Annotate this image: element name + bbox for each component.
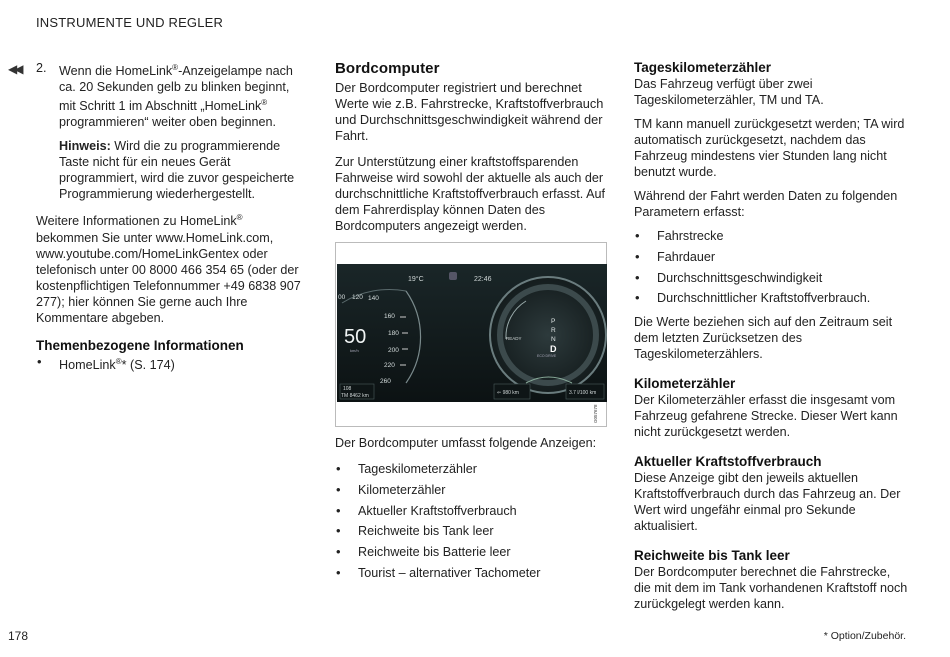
trip-paragraph-3: Während der Fahrt werden Daten zu folgenden Parametern erfasst:: [634, 189, 898, 219]
svg-text:140: 140: [368, 295, 379, 302]
svg-text:180: 180: [388, 330, 399, 337]
svg-text:⇐ 980 km: ⇐ 980 km: [497, 390, 519, 396]
footer-note: * Option/Zubehör.: [823, 630, 906, 642]
step-text: Wenn die HomeLink®-Anzeigelampe nach ca. 20 Sekunden gelb zu blinken beginnt, mit Schritt 1 im Abschnitt „HomeLink® programmieren“ weiter oben beginnen.: [59, 63, 293, 130]
param-list: [634, 228, 908, 306]
svg-text:D: D: [550, 344, 557, 354]
svg-text:TM 8462 km: TM 8462 km: [341, 393, 369, 399]
column-right: [634, 60, 908, 620]
list-item: • Fahrstrecke: [634, 228, 908, 244]
current-consumption-paragraph: Diese Anzeige gibt den jeweils aktuellen Kraftstoffverbrauch durch das Fahrzeug an. Der Wert wird ungefähr einmal pro Sekunde aktualisiert.: [634, 471, 901, 534]
column-middle: [335, 60, 607, 589]
svg-text:00: 00: [338, 294, 346, 301]
list-item: • Aktueller Kraftstoffverbrauch: [335, 503, 607, 519]
related-heading: Themenbezogene Informationen: [36, 337, 244, 353]
heading-current-consumption: Aktueller Kraftstoffverbrauch: [634, 454, 822, 470]
body-paragraph: Zur Unterstützung einer kraftstoffsparenden Fahrweise wird sowohl der aktuelle als auch der durchschnittliche Kraftstoffverbrauch erfasst. Auf dem Fahrerdisplay können Daten des Bordcomputers angezeigt werden.: [335, 155, 605, 233]
trip-paragraph-4: Die Werte beziehen sich auf den Zeitraum seit dem letzten Zurücksetzen des Tageskilometerzählers.: [634, 315, 893, 362]
intro-paragraph: Der Bordcomputer registriert und berechnet Werte wie z.B. Fahrstrecke, Kraftstoffverbrauch und Durchschnittsgeschwindigkeit während der Fahrt.: [335, 80, 604, 143]
instrument-cluster-figure: [335, 242, 607, 427]
page-number: 178: [8, 629, 29, 643]
figure-caption: Der Bordcomputer umfasst folgende Anzeigen:: [335, 436, 597, 450]
section-heading: Bordcomputer: [335, 60, 440, 77]
display-list: [335, 461, 607, 581]
related-link[interactable]: • HomeLink®* (S. 174): [36, 354, 308, 373]
list-item: • Durchschnittlicher Kraftstoffverbrauch.: [634, 290, 908, 306]
info-paragraph: Weitere Informationen zu HomeLink® bekommen Sie unter www.HomeLink.com, www.youtube.com/HomeLinkGentex oder telefonisch unter 00 8000 466 354 65 (oder der kostenpflichtigen Telefonnummer +49 6838 907 277); hier können Sie gerne auch Ihre Kommentare abgeben.: [36, 213, 301, 325]
dashboard-illustration: [336, 243, 608, 428]
list-item: • Durchschnittsgeschwindigkeit: [634, 270, 908, 286]
heading-range: Reichweite bis Tank leer: [634, 548, 790, 564]
step-number: 2.: [36, 61, 47, 75]
svg-text:120: 120: [352, 294, 363, 301]
trip-paragraph-2: TM kann manuell zurückgesetzt werden; TA wird automatisch zurückgesetzt, nachdem das Fahrzeug mindestens vier Stunden lang nicht benutzt wurde.: [634, 117, 905, 179]
svg-text:220: 220: [384, 362, 395, 369]
note: Hinweis: Wird die zu programmierende Taste nicht für ein neues Gerät programmiert, wird die zuvor gespeicherte Programmierung wiederhergestellt.: [59, 139, 295, 202]
double-chevron-left-icon[interactable]: ◀◀: [8, 62, 21, 76]
svg-text:P: P: [551, 318, 556, 325]
step-item: [36, 60, 308, 130]
list-item: • Fahrdauer: [634, 249, 908, 265]
heading-trip-meter: Tageskilometerzähler: [634, 60, 772, 75]
svg-text:108: 108: [343, 386, 352, 392]
svg-text:G057678: G057678: [593, 404, 598, 423]
svg-text:READY: READY: [506, 336, 522, 341]
svg-text:km/h: km/h: [350, 348, 359, 353]
page-header: INSTRUMENTE UND REGLER: [36, 15, 224, 30]
heading-odometer: Kilometerzähler: [634, 376, 736, 392]
related-list: [36, 354, 308, 373]
svg-text:260: 260: [380, 378, 391, 385]
list-item: • Tageskilometerzähler: [335, 461, 607, 477]
list-item: • Reichweite bis Batterie leer: [335, 544, 607, 560]
svg-text:50: 50: [344, 326, 367, 348]
svg-text:3.7 l/100 km: 3.7 l/100 km: [569, 390, 597, 396]
list-item: • Reichweite bis Tank leer: [335, 523, 607, 539]
svg-text:200: 200: [388, 347, 399, 354]
trip-paragraph-1: Das Fahrzeug verfügt über zwei Tageskilometerzähler, TM und TA.: [634, 77, 824, 107]
odo-paragraph: Der Kilometerzähler erfasst die insgesamt vom Fahrzeug gefahrene Strecke. Dieser Wert kann nicht zurückgesetzt werden.: [634, 393, 898, 440]
svg-text:ECO DRIVE: ECO DRIVE: [537, 354, 557, 358]
column-left: [36, 60, 308, 381]
svg-text:R: R: [551, 327, 556, 334]
svg-text:160: 160: [384, 313, 395, 320]
list-item: • Tourist – alternativer Tachometer: [335, 565, 607, 581]
list-item: • Kilometerzähler: [335, 482, 607, 498]
svg-text:N: N: [551, 336, 556, 343]
svg-text:19°C: 19°C: [408, 276, 424, 283]
range-paragraph: Der Bordcomputer berechnet die Fahrstrecke, die mit dem im Tank vorhandenen Kraftstoff noch zurückgelegt werden kann.: [634, 565, 908, 612]
svg-text:22:46: 22:46: [474, 276, 492, 283]
